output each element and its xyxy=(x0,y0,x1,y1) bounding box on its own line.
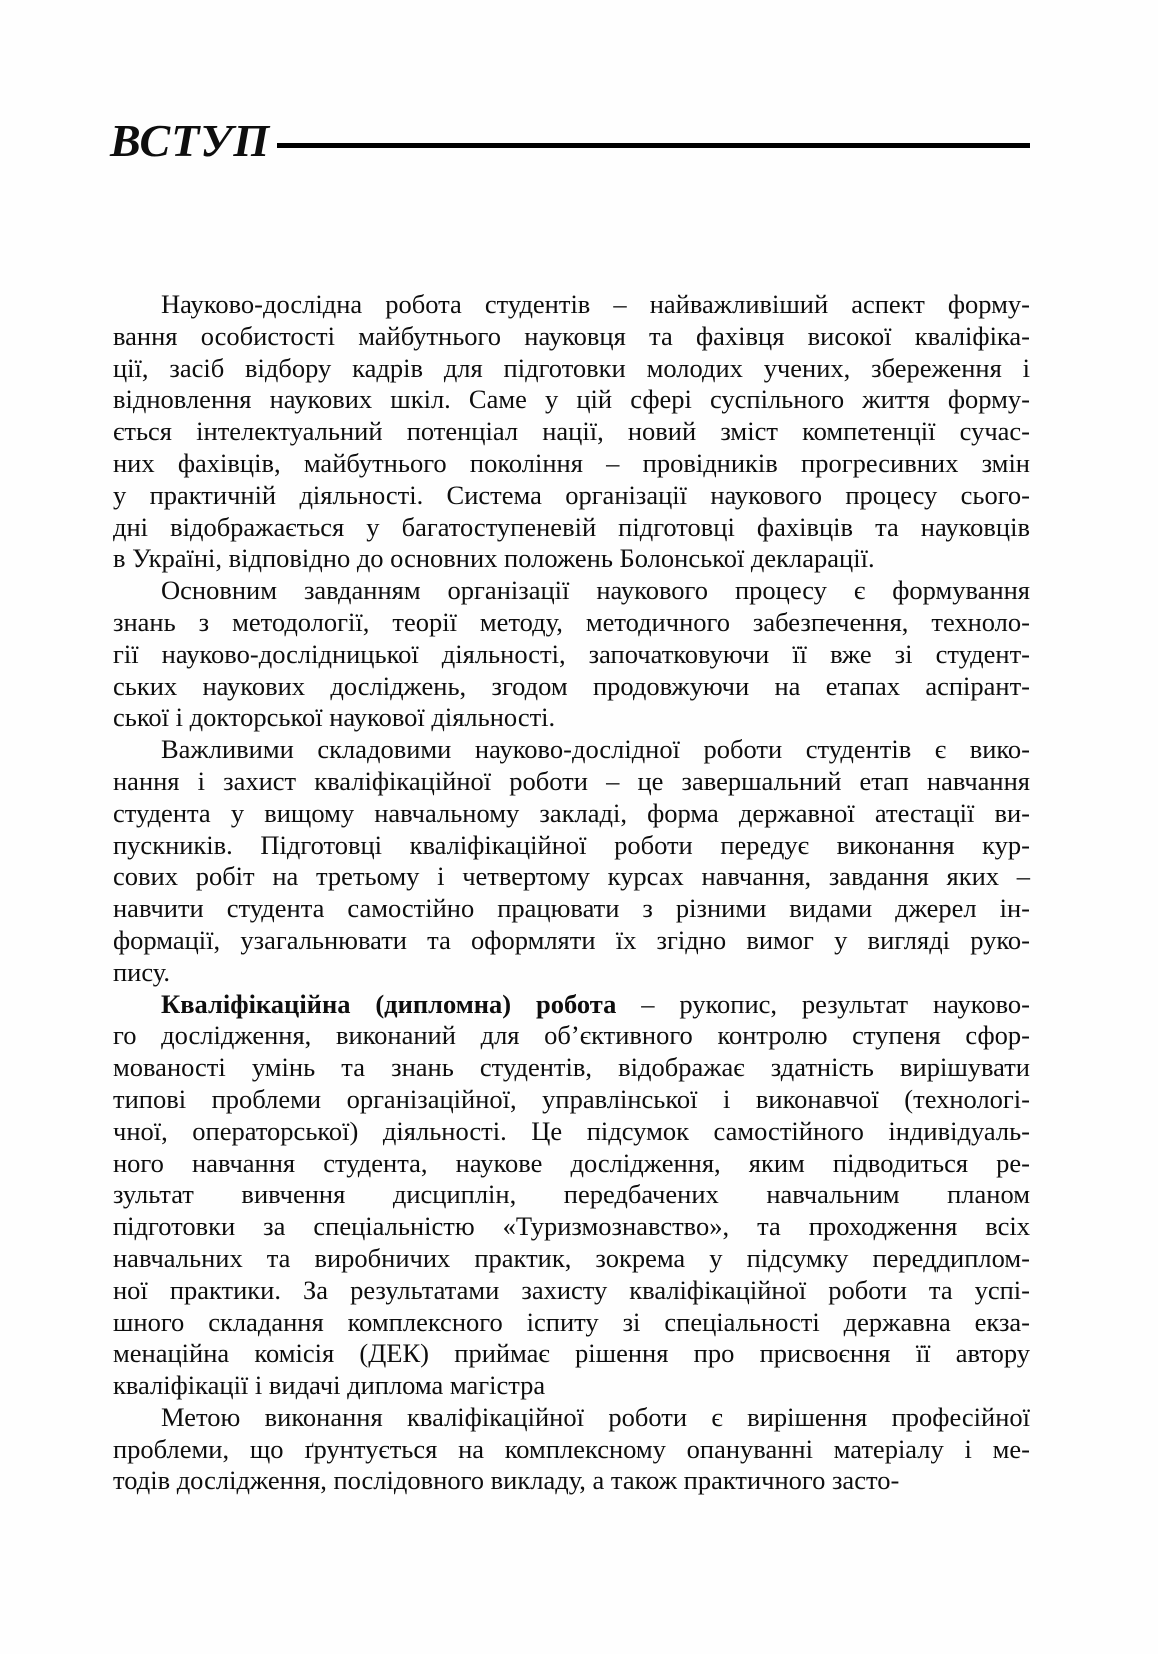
text-line: ного навчання студента, наукове дослідження, яким підводиться ре- xyxy=(113,1147,1030,1178)
text-line: дні відображається у багатоступеневій підготовці фахівців та науковців xyxy=(113,511,1030,542)
chapter-title: ВСТУП xyxy=(110,115,271,166)
text-line: навчити студента самостійно працювати з різними видами джерел ін- xyxy=(113,893,1030,924)
text-line: го дослідження, виконаний для об’єктивного контролю ступеня сфор- xyxy=(113,1020,1030,1051)
text-line: мованості умінь та знань студентів, відображає здатність вирішувати xyxy=(113,1052,1030,1083)
paragraph xyxy=(113,734,1030,988)
bold-lead-phrase: Кваліфікаційна (дипломна) робота xyxy=(161,988,617,1019)
text-line: пускників. Підготовці кваліфікаційної роботи передує виконання кур- xyxy=(113,829,1030,860)
text-line: ських наукових досліджень, згодом продовжуючи на етапах аспірант- xyxy=(113,670,1030,701)
paragraph xyxy=(113,289,1030,575)
text-line: Кваліфікаційна (дипломна) робота – рукопис, результат науково- xyxy=(161,988,1030,1019)
text-line: студента у вищому навчальному закладі, форма державної атестації ви- xyxy=(113,797,1030,828)
text-line: пису. xyxy=(113,956,170,987)
text-line: підготовки за спеціальністю «Туризмознавство», та проходження всіх xyxy=(113,1211,1030,1242)
text-line: кваліфікації і видачі диплома магістра xyxy=(113,1370,546,1401)
text-line: Основним завданням організації наукового процесу є формування xyxy=(161,575,1030,606)
text-line: шного складання комплексного іспиту зі спеціальності державна екза- xyxy=(113,1306,1030,1337)
text-line: Важливими складовими науково-дослідної роботи студентів є вико- xyxy=(161,734,1030,765)
text-line: Науково-дослідна робота студентів – найважливіший аспект форму- xyxy=(161,289,1030,319)
paragraph xyxy=(113,575,1030,734)
text-line: у практичній діяльності. Система організації наукового процесу сього- xyxy=(113,479,1030,510)
text-line: зультат вивчення дисциплін, передбачених навчальним планом xyxy=(113,1179,1030,1210)
text-line: них фахівців, майбутнього покоління – провідників прогресивних змін xyxy=(113,447,1030,478)
heading-rule xyxy=(277,143,1030,148)
text-line: Метою виконання кваліфікаційної роботи є вирішення професійної xyxy=(161,1401,1030,1432)
text-line: ської і докторської наукової діяльності. xyxy=(113,702,556,733)
text-line: нання і захист кваліфікаційної роботи – це завершальний етап навчання xyxy=(113,765,1030,796)
text-line: в Україні, відповідно до основних положень Болонської декларації. xyxy=(113,543,875,574)
text-line: знань з методології, теорії методу, методичного забезпечення, техноло- xyxy=(113,606,1030,637)
text-line: типові проблеми організаційної, управлінської і виконавчої (технологі- xyxy=(113,1083,1030,1114)
paragraph xyxy=(113,1402,1030,1497)
text-line: формації, узагальнювати та оформляти їх згідно вимог у вигляді руко- xyxy=(113,924,1030,955)
body-text xyxy=(113,289,1030,1497)
text-line: ної практики. За результатами захисту кваліфікаційної роботи та успі- xyxy=(113,1274,1030,1305)
text-line: чної, операторської) діяльності. Це підсумок самостійного індивідуаль- xyxy=(113,1115,1030,1146)
text-line: відновлення наукових шкіл. Саме у цій сфері суспільного життя форму- xyxy=(113,384,1030,415)
text-line: вання особистості майбутнього науковця та фахівця високої кваліфіка- xyxy=(113,320,1030,351)
text-line: сових робіт на третьому і четвертому курсах навчання, завдання яких – xyxy=(113,861,1030,892)
text-line: ється інтелектуальний потенціал нації, новий зміст компетенції сучас- xyxy=(113,416,1030,447)
text-line: гії науково-дослідницької діяльності, започатковуючи її вже зі студент- xyxy=(113,638,1030,669)
text-line: ції, засіб відбору кадрів для підготовки молодих учених, збереження і xyxy=(113,352,1030,383)
text-line: навчальних та виробничих практик, зокрема у підсумку переддиплом- xyxy=(113,1242,1030,1273)
text-line: проблеми, що ґрунтується на комплексному опануванні матеріалу і ме- xyxy=(113,1433,1030,1464)
text-line: тодів дослідження, послідовного викладу, а також практичного засто- xyxy=(113,1465,900,1496)
paragraph xyxy=(113,989,1030,1402)
chapter-heading-row xyxy=(110,115,1030,166)
text-line: менаційна комісія (ДЕК) приймає рішення про присвоєння її автору xyxy=(113,1338,1030,1369)
